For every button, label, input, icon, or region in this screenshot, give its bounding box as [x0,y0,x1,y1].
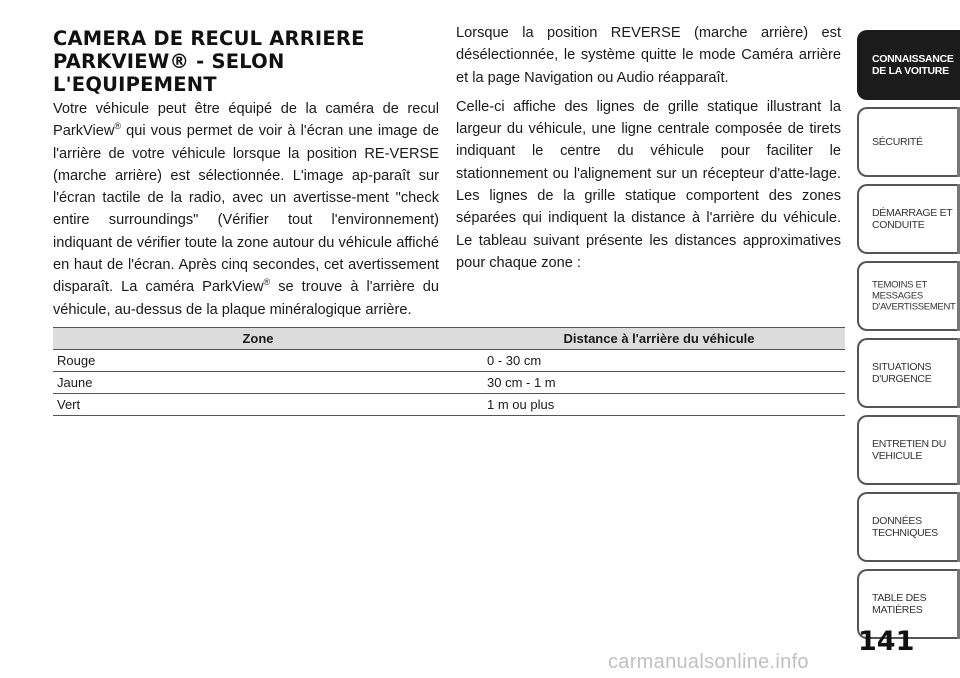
intro-text-2: qui vous permet de voir à l'écran une image de l'arrière de votre véhicule lorsque la position RE-VERSE (marche arrière) est sélectionnée. L'image ap-paraît sur l'écran tactile de la radio, avec un avertisse-ment "check entire surroundings" (Vérifier tout l'environnement) indiquant de vérifier toute la zone autour du véhicule affiché en haut de l'écran. Après cinq secondes, cet avertissement disparaît. La caméra ParkView [53,123,439,296]
table-row [53,394,845,416]
section-heading [53,27,439,96]
heading-line-1: CAMERA DE RECUL ARRIERE [53,27,365,50]
zone-cell: Rouge [53,350,473,372]
reverse-paragraph: Lorsque la position REVERSE (marche arrière) est désélectionnée, le système quitte le mode Caméra arrière et la page Navigation ou Audio réapparaît. [456,25,841,86]
distance-cell: 1 m ou plus [473,394,845,416]
tab-label: SITUATIONS D'URGENCE [872,361,932,385]
page-number: 141 [858,626,915,657]
header-distance: Distance à l'arrière du véhicule [473,328,845,350]
chapter-tabs [857,30,960,646]
left-column [53,27,439,328]
tab-label: ENTRETIEN DU VEHICULE [872,438,946,462]
tab-temoins-messages[interactable] [857,261,960,331]
tab-entretien-vehicule[interactable] [857,415,960,485]
tab-label: DÉMARRAGE ET CONDUITE [872,207,953,231]
distance-cell: 30 cm - 1 m [473,372,845,394]
table-row [53,372,845,394]
intro-paragraph [53,98,439,321]
heading-line-2: PARKVIEW® - SELON [53,50,285,73]
tab-connaissance-voiture[interactable] [857,30,960,100]
grid-lines-paragraph: Celle-ci affiche des lignes de grille statique illustrant la largeur du véhicule, une ligne centrale composée de tirets indiquant le centre du véhicule pour faciliter le stationnement ou l'alignement sur un récepteur d'atte-lage. Les lignes de la grille statique comportent des zones séparées qui indiquent la distance à l'arrière du véhicule. Le tableau suivant présente les distances approximatives pour chaque zone : [456,98,841,271]
table-row [53,350,845,372]
tab-label: CONNAISSANCE DE LA VOITURE [872,53,954,77]
zone-cell: Jaune [53,372,473,394]
watermark: carmanualsonline.info [608,651,809,673]
tab-donnees-techniques[interactable] [857,492,960,562]
distance-table-wrap [53,327,845,416]
zone-cell: Vert [53,394,473,416]
heading-line-3: L'EQUIPEMENT [53,73,217,96]
registered-mark: ® [114,121,122,132]
right-column [456,22,841,281]
registered-mark: ® [263,277,271,288]
tab-situations-urgence[interactable] [857,338,960,408]
tab-label: TEMOINS ET MESSAGES D'AVERTISSEMENT [872,279,956,313]
tab-label: TABLE DES MATIÈRES [872,592,927,616]
tab-securite[interactable] [857,107,960,177]
table-header-row [53,328,845,350]
tab-label: DONNÉES TECHNIQUES [872,515,938,539]
intro-text-3: se trouve à l'arrière du véhicule, au-dessus de la plaque minéralogique arrière. [53,279,439,318]
distance-table [53,327,845,416]
tab-label: SÉCURITÉ [872,136,923,148]
tab-demarrage-conduite[interactable] [857,184,960,254]
header-zone: Zone [53,328,473,350]
intro-text-1: Votre véhicule peut être équipé de la caméra de recul ParkView [53,101,439,140]
distance-cell: 0 - 30 cm [473,350,845,372]
